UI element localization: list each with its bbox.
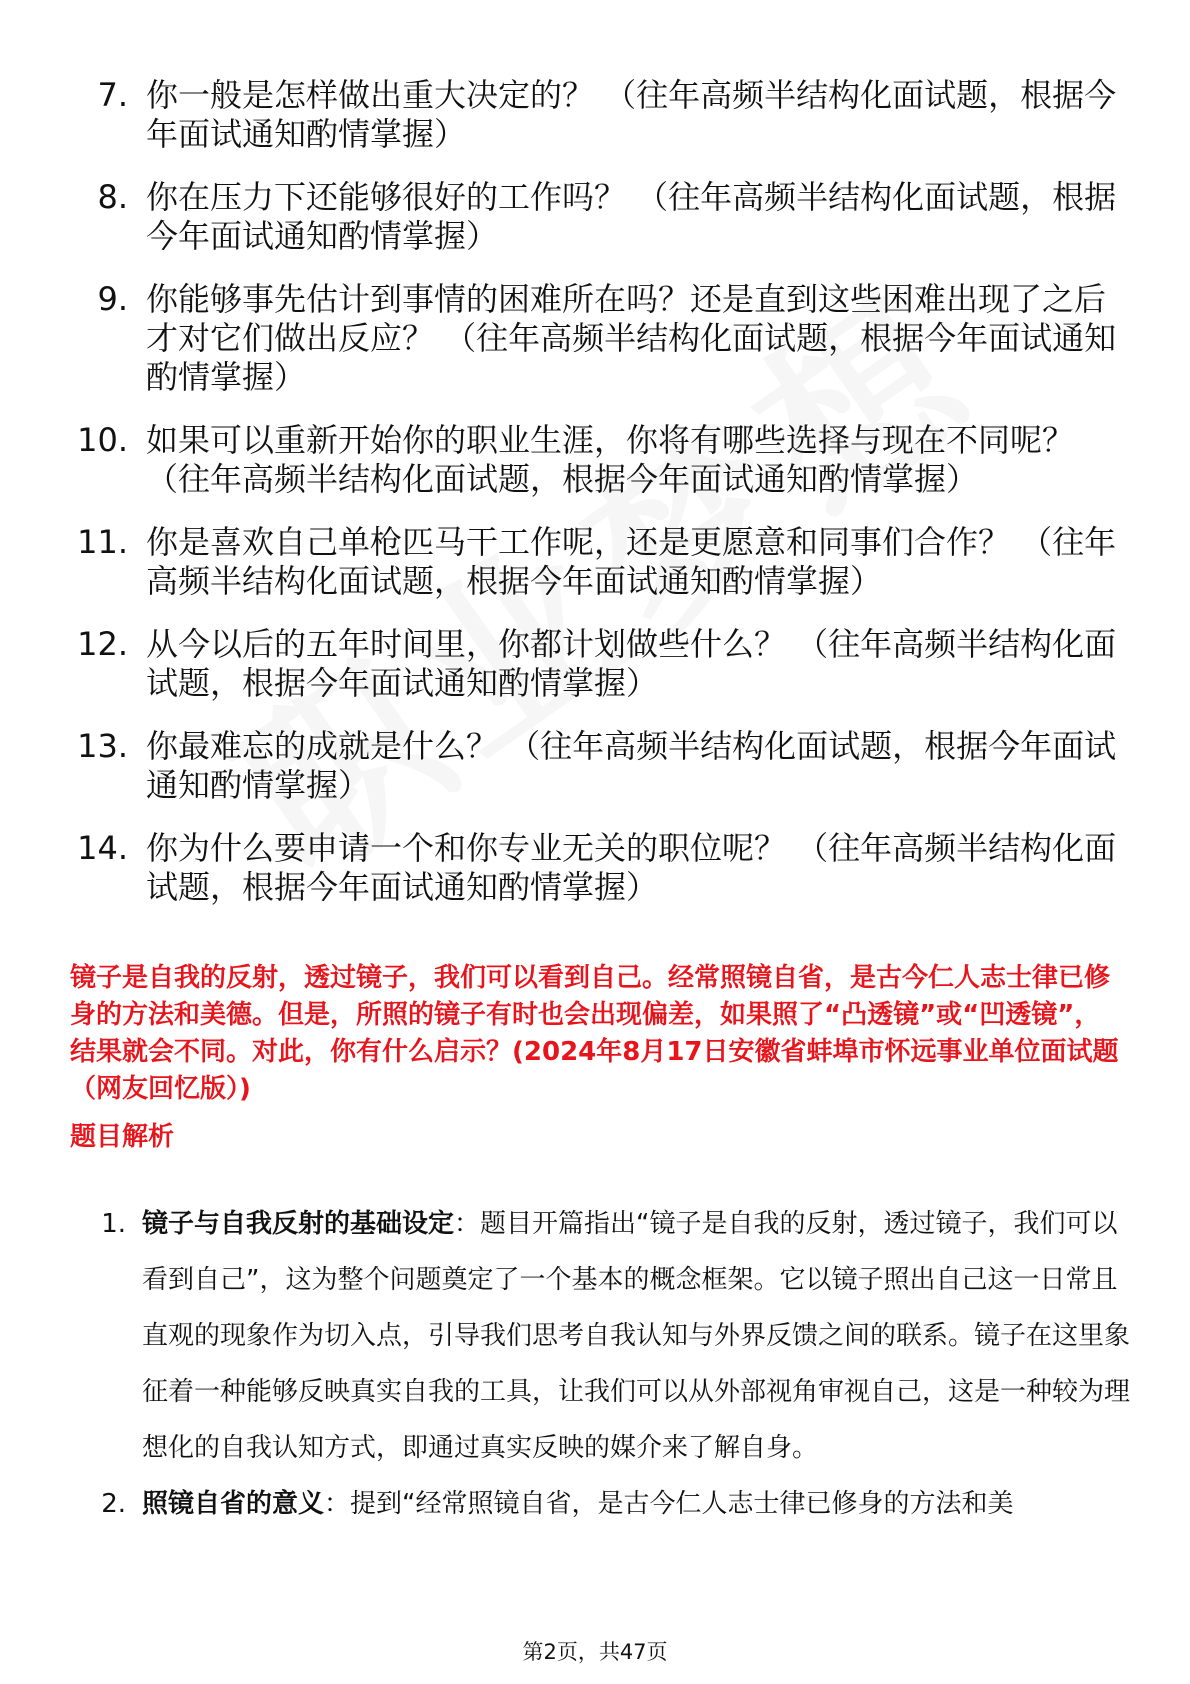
list-item	[50, 178, 1130, 256]
item-number: 10.	[77, 421, 128, 459]
list-item	[50, 76, 1130, 154]
question-heading: 镜子是自我的反射，透过镜子，我们可以看到自己。经常照镜自省，是古今仁人志士律已修身的方法和美德。但是，所照的镜子有时也会出现偏差，如果照了“凸透镜”或“凹透镜”，结果就会不同。对此，你有什么启示？(2024年8月17日安徽省蚌埠市怀远事业单位面试题（网友回忆版）)	[70, 963, 1119, 1104]
item-text: 你能够事先估计到事情的困难所在吗？还是直到这些困难出现了之后才对它们做出反应？ （往年高频半结构化面试题，根据今年面试通知酌情掌握）	[146, 280, 1117, 396]
item-body: ：提到“经常照镜自省，是古今仁人志士律已修身的方法和美	[324, 1489, 1014, 1519]
item-number: 14.	[77, 829, 128, 867]
analysis-title: 题目解析	[70, 1122, 175, 1152]
list-item	[70, 1196, 1130, 1476]
item-text: 你是喜欢自己单枪匹马干工作呢，还是更愿意和同事们合作？ （往年高频半结构化面试题，根据今年面试通知酌情掌握）	[146, 523, 1117, 600]
item-body: ：题目开篇指出“镜子是自我的反射，透过镜子，我们可以看到自己”，这为整个问题奠定了一个基本的概念框架。它以镜子照出自己这一日常且直观的现象作为切入点，引导我们思考自我认知与外界反馈之间的联系。镜子在这里象征着一种能够反映真实自我的工具，让我们可以从外部视角审视自己，这是一种较为理想化的自我认知方式，即通过真实反映的媒介来了解自身。	[142, 1209, 1131, 1463]
item-text: 从今以后的五年时间里，你都计划做些什么？ （往年高频半结构化面试题，根据今年面试通知酌情掌握）	[146, 625, 1117, 702]
item-text	[142, 1196, 1130, 1476]
item-number: 7.	[97, 76, 128, 114]
item-number: 1.	[101, 1209, 126, 1239]
item-number: 12.	[77, 625, 128, 663]
list-item	[50, 421, 1130, 499]
item-text: 你为什么要申请一个和你专业无关的职位呢？ （往年高频半结构化面试题，根据今年面试通知酌情掌握）	[146, 829, 1117, 906]
list-item	[50, 523, 1130, 601]
item-text: 如果可以重新开始你的职业生涯，你将有哪些选择与现在不同呢？ （往年高频半结构化面试题，根据今年面试通知酌情掌握）	[146, 421, 1075, 498]
item-text: 你一般是怎样做出重大决定的？ （往年高频半结构化面试题，根据今年面试通知酌情掌握）	[146, 76, 1117, 153]
item-number: 8.	[97, 178, 128, 216]
item-number: 9.	[97, 280, 128, 318]
question-list	[50, 76, 1130, 931]
analysis-list	[70, 1196, 1130, 1532]
list-item	[50, 727, 1130, 805]
item-number: 13.	[77, 727, 128, 765]
list-item	[50, 625, 1130, 703]
item-number: 2.	[101, 1489, 126, 1519]
item-number: 11.	[77, 523, 128, 561]
item-text: 你在压力下还能够很好的工作吗？ （往年高频半结构化面试题，根据今年面试通知酌情掌握）	[146, 178, 1117, 255]
page-footer: 第2页，共47页	[522, 1640, 668, 1664]
list-item	[50, 829, 1130, 907]
item-text	[142, 1476, 1130, 1532]
item-lead: 镜子与自我反射的基础设定	[142, 1209, 455, 1239]
item-text: 你最难忘的成就是什么？ （往年高频半结构化面试题，根据今年面试通知酌情掌握）	[146, 727, 1117, 804]
item-lead: 照镜自省的意义	[142, 1489, 325, 1519]
list-item	[70, 1476, 1130, 1532]
list-item	[50, 280, 1130, 397]
